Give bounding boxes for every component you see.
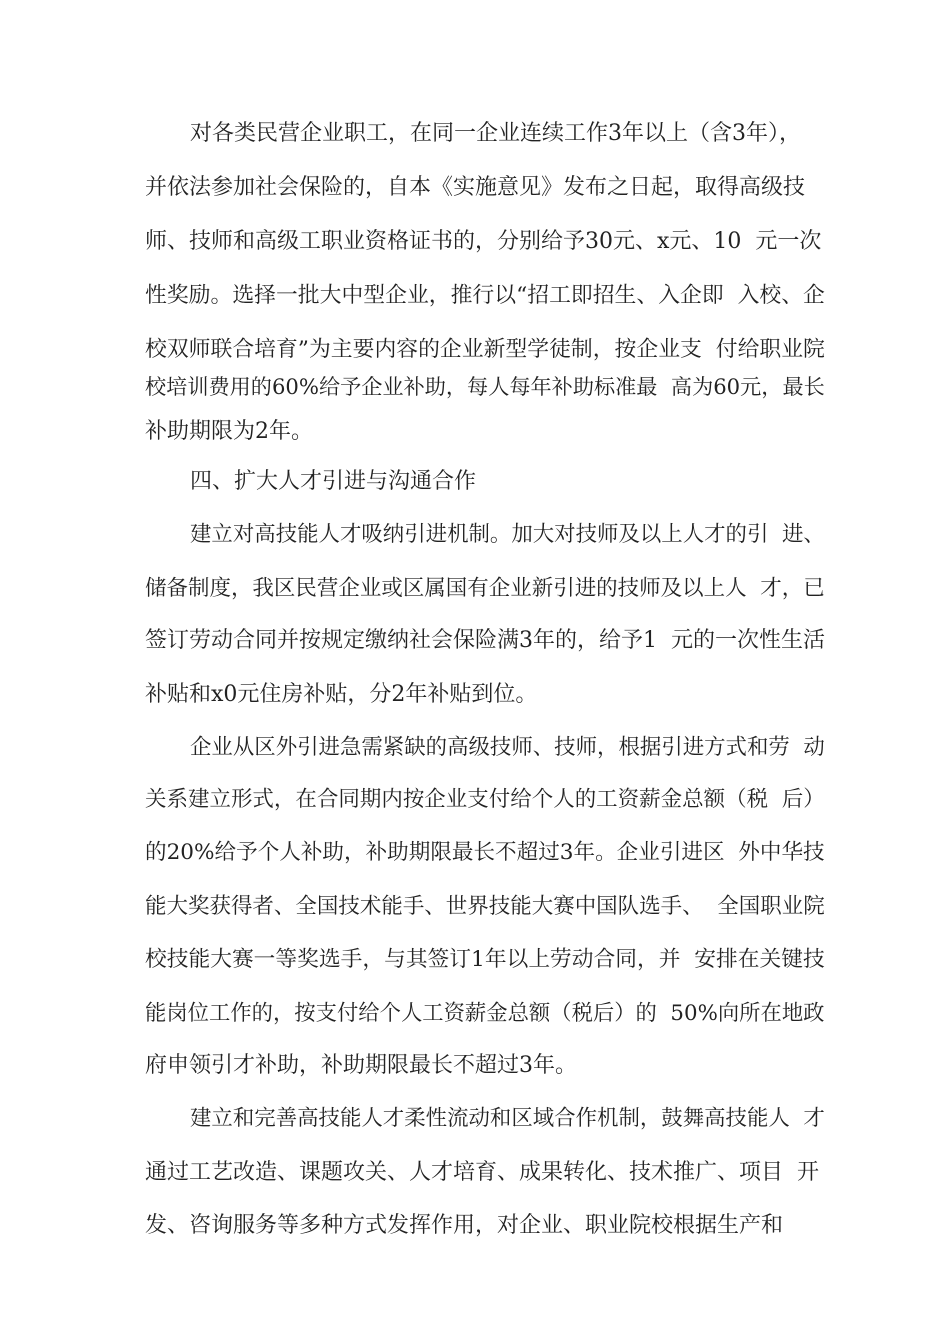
text-line-12: 补贴和x0元住房补贴，分2年补贴到位。 [145, 682, 538, 707]
text-line-6: 校培训费用的60%给予企业补助，每人每年补助标准最 高为60元，最长 [145, 374, 825, 399]
text-line-1: 对各类民营企业职工，在同一企业连续工作3年以上（含3年）， [190, 121, 801, 146]
text-line-2: 并依法参加社会保险的，自本《实施意见》发布之日起，取得高级技 [145, 175, 806, 200]
section-heading: 四、扩大人才引进与沟通合作 [190, 469, 477, 494]
text-line-10: 储备制度，我区民营企业或区属国有企业新引进的技师及以上人 才，已 [145, 576, 825, 601]
text-line-11: 签订劳动合同并按规定缴纳社会保险满3年的，给予1 元的一次性生活 [145, 628, 825, 653]
text-line-14: 关系建立形式，在合同期内按企业支付给个人的工资薪金总额（税 后） [145, 787, 825, 812]
text-line-15: 的20%给予个人补助，补助期限最长不超过3年。企业引进区 外中华技 [145, 840, 825, 865]
text-line-5: 校双师联合培育”为主要内容的企业新型学徒制，按企业支 付给职业院 [145, 337, 825, 362]
text-line-3: 师、技师和高级工职业资格证书的，分别给予30元、x元、10 元一次 [145, 229, 822, 254]
text-line-9: 建立对高技能人才吸纳引进机制。加大对技师及以上人才的引 进、 [190, 522, 825, 547]
text-line-22: 发、咨询服务等多种方式发挥作用，对企业、职业院校根据生产和 [145, 1213, 784, 1238]
text-line-21: 通过工艺改造、课题攻关、人才培育、成果转化、技术推广、项目 开 [145, 1160, 819, 1185]
text-line-7: 补助期限为2年。 [145, 419, 313, 444]
text-line-18: 能岗位工作的，按支付给个人工资薪金总额（税后）的 50%向所在地政 [145, 1001, 825, 1026]
text-line-13: 企业从区外引进急需紧缺的高级技师、技师，根据引进方式和劳 动 [190, 735, 825, 760]
text-line-16: 能大奖获得者、全国技术能手、世界技能大赛中国队选手、 全国职业院 [145, 894, 825, 919]
text-line-17: 校技能大赛一等奖选手，与其签订1年以上劳动合同，并 安排在关键技 [145, 947, 825, 972]
text-line-20: 建立和完善高技能人才柔性流动和区域合作机制，鼓舞高技能人 才 [190, 1106, 825, 1131]
text-line-19: 府申领引才补助，补助期限最长不超过3年。 [145, 1053, 577, 1078]
text-line-4: 性奖励。选择一批大中型企业，推行以“招工即招生、入企即 入校、企 [145, 283, 825, 308]
